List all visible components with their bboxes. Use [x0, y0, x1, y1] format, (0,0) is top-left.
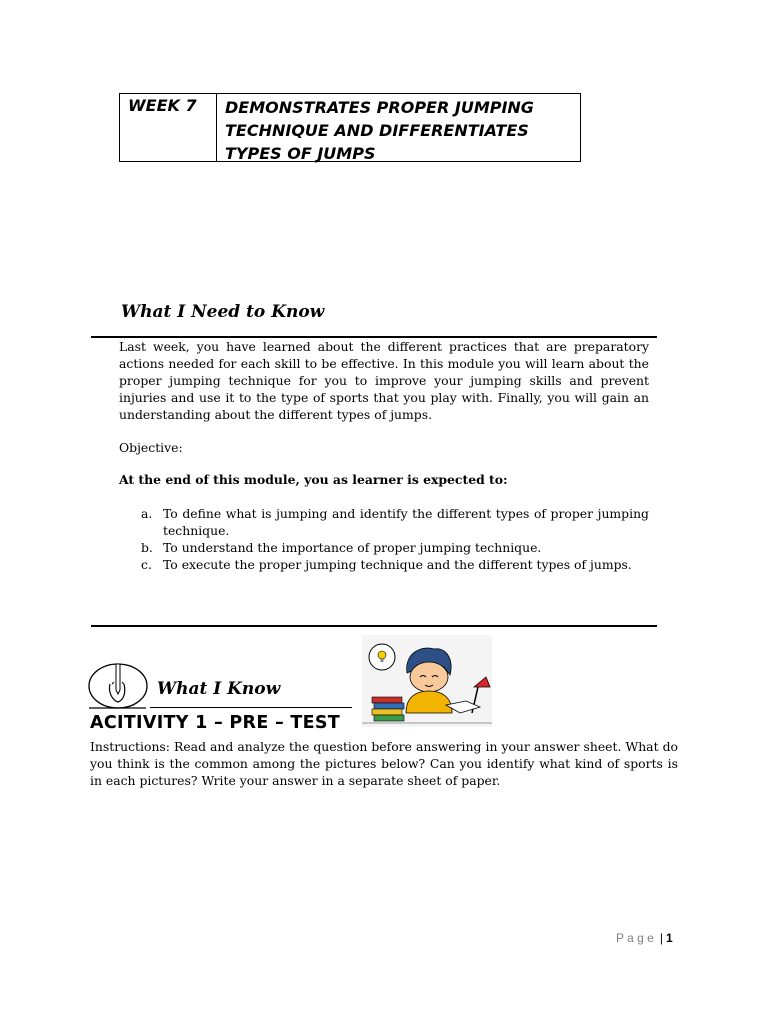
module-title-line: DEMONSTRATES PROPER JUMPING — [225, 98, 534, 117]
objectives-list — [141, 505, 649, 573]
what-i-need-to-know-heading: What I Need to Know — [121, 302, 325, 322]
page-word: P a g e — [616, 931, 654, 945]
student-studying-illustration — [362, 635, 492, 727]
objective-label: Objective: — [119, 440, 183, 455]
list-item — [141, 505, 649, 539]
list-text: To execute the proper jumping technique and the different types of jumps. — [163, 557, 632, 572]
module-title-line: TECHNIQUE AND DIFFERENTIATES — [225, 121, 529, 140]
section-divider — [91, 625, 657, 627]
footer-separator: | — [659, 931, 663, 945]
page-footer — [616, 931, 673, 945]
module-title-line: TYPES OF JUMPS — [225, 144, 376, 163]
expected-statement: At the end of this module, you as learner is expected to: — [119, 472, 508, 487]
module-title — [217, 94, 580, 161]
list-marker: c. — [141, 557, 152, 572]
intro-paragraph: Last week, you have learned about the different practices that are preparatory actions needed for each skill to be effective. In this module you will learn about the proper jumping technique for you to improve your jumping skills and prevent injuries and use it to the type of sports that you play with. Finally, you will gain an understanding about the different types of jumps. — [119, 339, 649, 422]
list-text: To understand the importance of proper jumping technique. — [163, 540, 542, 555]
pencil-in-circle-icon — [86, 660, 150, 710]
heading-underline — [150, 707, 352, 708]
what-i-know-heading: What I Know — [157, 679, 281, 699]
list-text: To define what is jumping and identify the different types of proper jumping technique. — [163, 506, 649, 538]
activity-title: ACITIVITY 1 – PRE – TEST — [90, 713, 341, 733]
week-title-box — [119, 93, 581, 162]
list-marker: a. — [141, 506, 153, 521]
week-label: WEEK 7 — [120, 94, 217, 161]
list-item — [141, 556, 649, 573]
page-number: 1 — [665, 931, 673, 945]
list-marker: b. — [141, 540, 153, 555]
instructions-paragraph: Instructions: Read and analyze the question before answering in your answer sheet. What do you think is the common among the pictures below? Can you identify what kind of sports is in each pictures? Write your answer in a separate sheet of paper. — [90, 739, 678, 788]
list-item — [141, 539, 649, 556]
